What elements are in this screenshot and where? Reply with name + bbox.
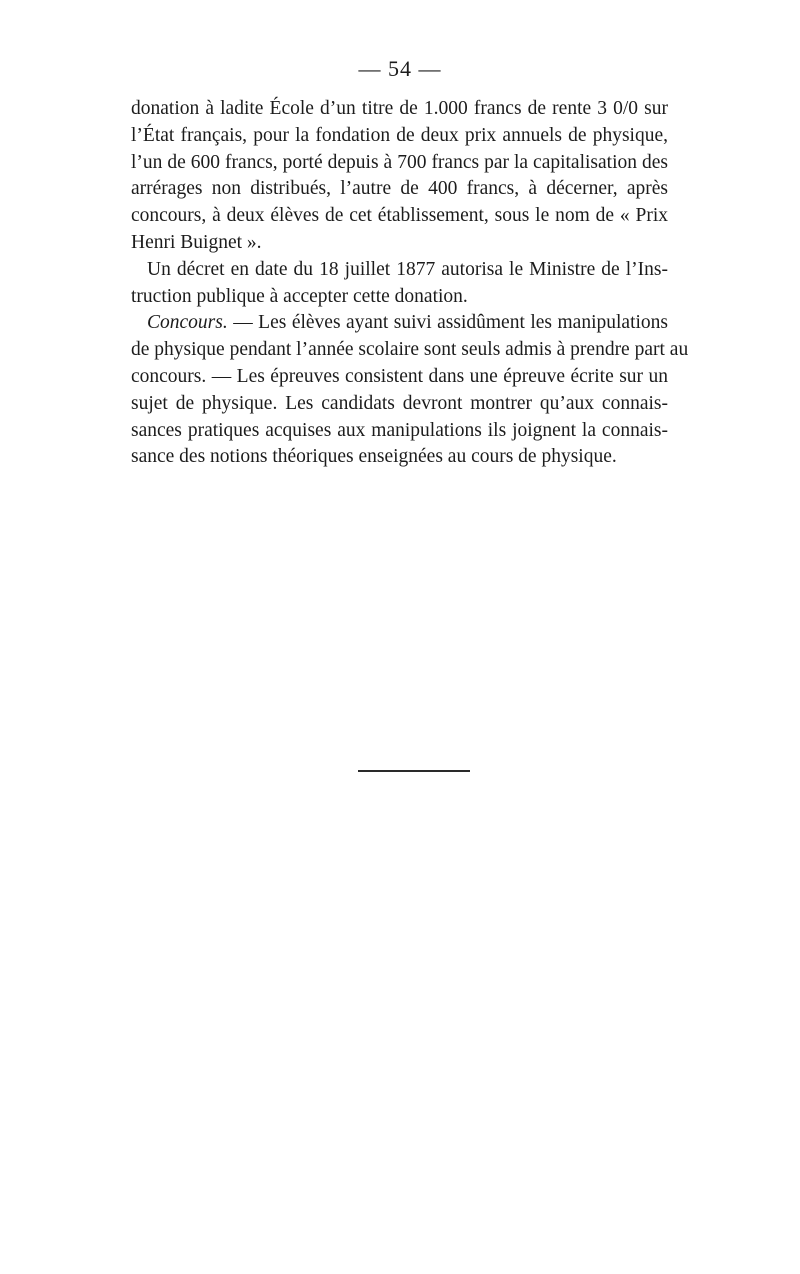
text-line: donation à ladite École d’un titre de 1.000 francs de rente 3 0/0 sur bbox=[131, 98, 668, 119]
text-line: sance des notions théoriques enseignées au cours de physique. bbox=[131, 446, 617, 468]
text-run: — Les élèves ayant suivi assidûment les manipulations bbox=[227, 312, 668, 334]
page-number: — 54 — bbox=[358, 56, 442, 81]
text-line: sujet de physique. Les candidats devront montrer qu’aux connais- bbox=[131, 392, 668, 414]
text-line: Henri Buignet ». bbox=[131, 231, 262, 253]
text-line: l’un de 600 francs, porté depuis à 700 francs par la capitalisation des bbox=[131, 151, 668, 173]
section-heading: Concours. bbox=[147, 312, 228, 334]
text-line: Un décret en date du 18 juillet 1877 autorisa le Ministre de l’Ins- bbox=[147, 258, 668, 280]
text-line: l’État français, pour la fondation de deux prix annuels de physique, bbox=[131, 124, 668, 146]
text-line: arrérages non distribués, l’autre de 400 francs, à décerner, après bbox=[131, 178, 668, 200]
text-line bbox=[131, 310, 668, 337]
text-line: concours. — Les épreuves consistent dans une épreuve écrite sur un bbox=[131, 365, 668, 387]
text-line: concours, à deux élèves de cet établissement, sous le nom de « Prix bbox=[131, 205, 668, 227]
end-rule bbox=[358, 770, 470, 772]
text-line: de physique pendant l’année scolaire sont seuls admis à prendre part au bbox=[131, 339, 689, 361]
body-text bbox=[131, 96, 689, 471]
text-line: sances pratiques acquises aux manipulations ils joignent la connais- bbox=[131, 419, 668, 441]
text-line: truction publique à accepter cette donation. bbox=[131, 285, 468, 307]
